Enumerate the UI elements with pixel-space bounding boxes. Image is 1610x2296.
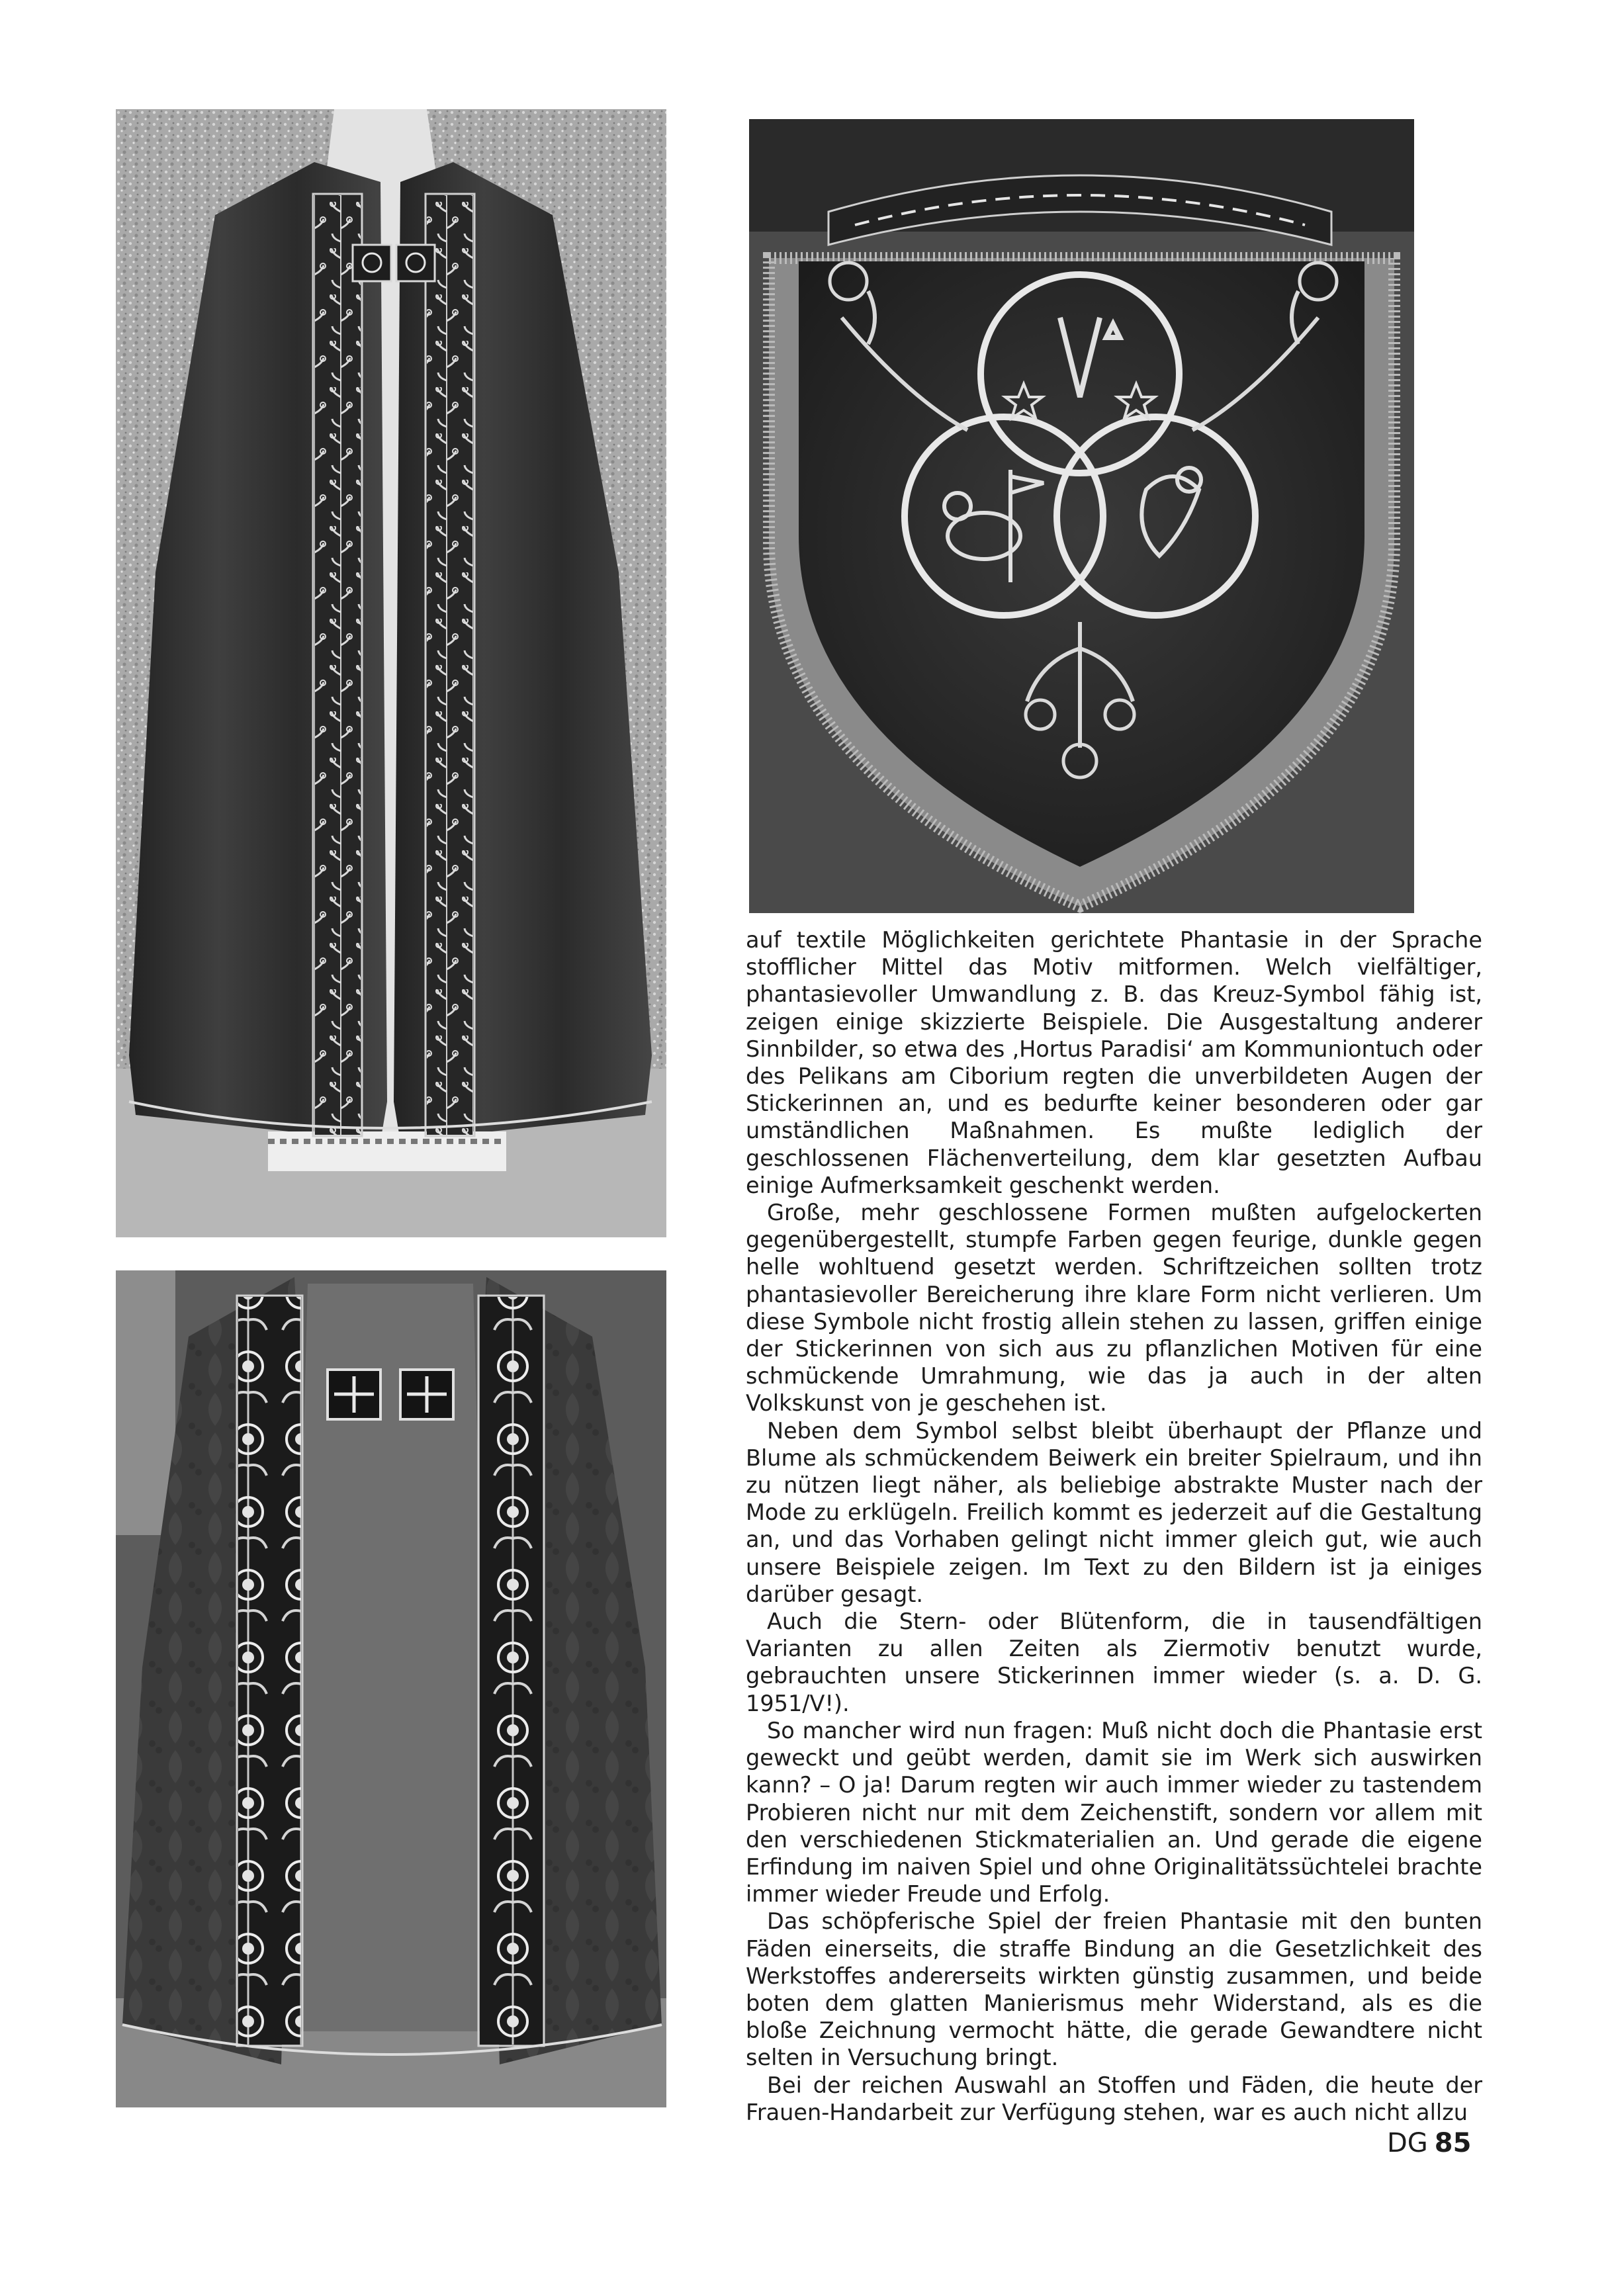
paragraph: Das schöpferische Spiel der freien Phantasie mit den bunten Fäden einerseits, die straffe Bindung an die Gesetzlichkeit des Werkstoffes andererseits wirkten günstig zusammen, und beide boten dem glatten Manierismus mehr Widerstand, als es die bloße Zeichnung vermocht hätte, die gerade Gewandtere nicht selten in Versuchung bringt. (746, 1908, 1482, 2071)
paragraph: So mancher wird nun fragen: Muß nicht doch die Phantasie erst geweckt und geübt werden, damit sie im Werk sich auswirken kann? – O ja! Darum regten wir auch immer wieder zu tastendem Probieren nicht nur mit dem Zeichenstift, sondern vor allem mit den verschiedenen Stickmaterialien an. Und gerade die eigene Erfindung im naiven Spiel und ohne Originalitätssüchtelei brachte immer wieder Freude und Erfolg. (746, 1717, 1482, 1908)
paragraph: Bei der reichen Auswahl an Stoffen und Fäden, die heute der Frauen-Handarbeit zur Verfügung stehen, war es auch nicht allzu (746, 2072, 1482, 2125)
paragraph: Neben dem Symbol selbst bleibt überhaupt der Pflanze und Blume als schmückendem Beiwerk ein breiter Spielraum, und ihn zu nützen liegt näher, als beliebige abstrakte Muster nach der Mode zu erklügeln. Freilich kommt es jederzeit auf die Gestaltung an, und das Vorhaben gelingt nicht immer gleich gut, wie auch unsere Beispiele zeigen. Im Text zu den Bildern ist ja einiges darüber gesagt. (746, 1417, 1482, 1607)
paragraph: Auch die Stern- oder Blütenform, die in tausendfältigen Varianten zu allen Zeiten als Ziermotiv benutzt wurde, gebrauchten unsere Stickerinnen immer wieder (s. a. D. G. 1951/V!). (746, 1609, 1482, 1716)
page-folio (1387, 2129, 1471, 2158)
folio-label: DG (1387, 2128, 1428, 2158)
photo-embroidered-hood (749, 119, 1414, 913)
embroidered-hood-image (749, 119, 1414, 913)
cope-narrow-orphrey-image (116, 109, 666, 1237)
photo-cope-wide-orphrey (116, 1270, 666, 2107)
paragraph: Große, mehr geschlossene Formen mußten aufgelockerten gegenübergestellt, stumpfe Farben gegen feurige, dunkle gegen helle wohltuend gesetzt werden. Schriftzeichen sollten trotz phantasievoller Bereicherung ihre klare Form nicht verlieren. Um diese Symbole nicht frostig allein stehen zu lassen, griffen einige der Stickerinnen von sich aus zu pflanzlichen Motiven für eine schmückende Umrahmung, wie das ja auch in der alten Volkskunst von je geschehen ist. (746, 1200, 1482, 1417)
photo-cope-narrow-orphrey (116, 109, 666, 1237)
page-number: 85 (1434, 2128, 1472, 2158)
cope-wide-orphrey-image (116, 1270, 666, 2107)
article-text (746, 926, 1482, 2126)
paragraph: auf textile Möglichkeiten gerichtete Phantasie in der Sprache stofflicher Mittel das Motiv mitformen. Welch vielfältiger, phantasievoller Umwandlung z. B. das Kreuz-Symbol fähig ist, zeigen einige skizzierte Beispiele. Die Ausgestaltung anderer Sinnbilder, so etwa des ‚Hortus Paradisi‘ am Kommuniontuch oder des Pelikans am Ciborium regten die unverbildeten Augen der Stickerinnen an, und es bedurfte keiner besonderen oder gar umständlichen Maßnahmen. Es mußte lediglich der geschlossenen Flächenverteilung, dem klar gesetzten Aufbau einige Aufmerksamkeit geschenkt werden. (746, 927, 1482, 1198)
